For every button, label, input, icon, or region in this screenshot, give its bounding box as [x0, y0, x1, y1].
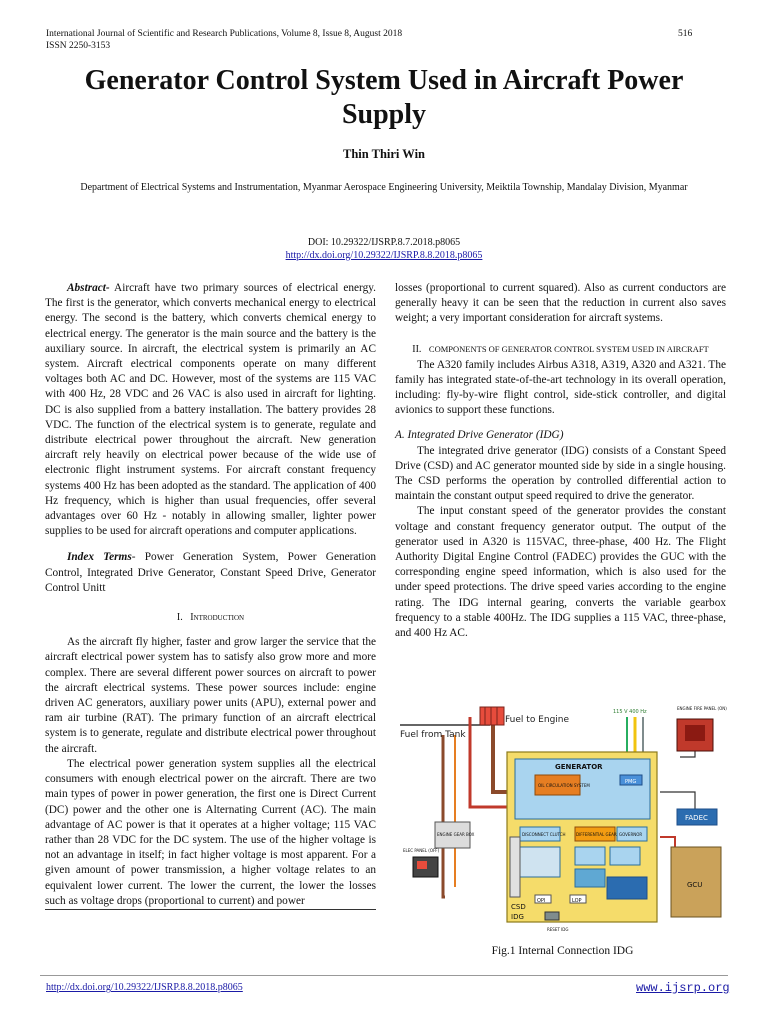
engine-gear-box-label: ENGINE GEAR BOX: [437, 832, 475, 837]
author-name: Thin Thiri Win: [343, 147, 425, 161]
elec-panel-light: [417, 861, 427, 869]
oil-circulation-label: OIL CIRCULATION SYSTEM: [538, 783, 590, 788]
fuel-from-tank-label: Fuel from Tank: [400, 730, 466, 740]
csd-label: CSD: [511, 903, 526, 911]
fixed-unit: [610, 847, 640, 865]
footer-site-link[interactable]: www.ijsrp.org: [636, 981, 730, 995]
subsection-a-heading: A. Integrated Drive Generator (IDG): [395, 429, 564, 442]
idg-figure: [395, 697, 730, 937]
affiliation: Department of Electrical Systems and Instrumentation, Myanmar Aerospace Engineering University, Meiktila Township, Mandalay Division, Myanmar: [80, 182, 688, 193]
voltage-label: 115 V 400 Hz: [613, 709, 647, 715]
governor-label: GOVERNOR: [619, 832, 643, 837]
section-2-paragraph: The A320 family includes Airbus A318, A319, A320 and A321. The family has integrated state-of-the-art technology in its overall operation, including: fly-by-wire flight control, side-stick controller, and digital avionics to support these functions.: [395, 358, 726, 417]
section-1-heading: [45, 610, 376, 625]
disconnect-clutch-label: DISCONNECT CLUTCH: [522, 832, 566, 837]
hydraulic-unit: [575, 869, 605, 887]
footer-rule: [40, 975, 728, 976]
section-1-numeral: I.: [176, 612, 183, 624]
idg-label: IDG: [511, 913, 524, 921]
intro-continued: losses (proportional to current squared). Also as current conductors are generally heavy it can be seen that the reduction in current also saves weight; a very important consideration for aircraft systems.: [395, 282, 726, 325]
right-column: [395, 281, 726, 641]
doi-link[interactable]: http://dx.doi.org/10.29322/IJSRP.8.8.2018.p8065: [285, 250, 483, 261]
doi-block: [0, 236, 768, 262]
engine-fire-panel-label: ENGINE FIRE PANEL (ON): [677, 706, 727, 711]
index-terms-label: Index Terms: [67, 551, 132, 564]
lop-label: LOP: [572, 898, 582, 904]
opi-label: OPI: [537, 898, 546, 904]
reset-label: RESET IDG: [547, 927, 569, 932]
csd-bar: [510, 837, 520, 897]
index-terms: [45, 550, 376, 596]
intro-paragraph-2: The electrical power generation system supplies all the electrical consumers with enough electrical power on the aircraft. There are two main types of power in power generation, the first one is Direct Current (DC) power and the other one is Alternating Current (AC). The main advantage of AC power is that it operates at a higher voltage; 115 VAC rather than 28 VDC for the DC system. The use of the higher voltage is not an advantage in itself; in fact higher voltage is most apparent. For a given amount of power transmission, a higher voltage relates to an equivalent lower current. The lower the current, the lower the losses such as voltage drops (proportional to current) and power: [45, 757, 376, 910]
idg-paragraph-2: The input constant speed of the generator provides the constant voltage and constant frequency generator output. The output of the generator used in A320 is 115VAC, three-phase, 400 Hz. The Flight Authority Digital Engine Control (FADEC) provides the GUC with the corresponding engine speed information, which is also used for the under speed protections. The drive speed varies according to the engine rating. The IDG internal gearing, converts the variable gearbox frequency to a stable 400Hz. The IDG supplies a 115 VAC, three-phase, and 400 Hz AC.: [395, 505, 726, 640]
disconnect-mechanism: [520, 847, 560, 877]
page-number: 516: [678, 29, 693, 39]
fadec-label: FADEC: [685, 814, 708, 822]
abstract-label: Abstract-: [67, 282, 110, 294]
doi-text: DOI: 10.29322/IJSRP.8.7.2018.p8065: [307, 237, 461, 248]
abstract: [45, 281, 376, 539]
fire-handle: [685, 725, 705, 741]
reset-button: [545, 912, 559, 920]
generator-label: GENERATOR: [555, 763, 603, 771]
heat-exchanger: [480, 707, 504, 725]
elec-panel-label: ELEC PANEL (OFF): [403, 848, 440, 853]
intro-paragraph-1: As the aircraft fly higher, faster and grow larger the service that the aircraft electrical power system has to satisfy also grow more and more complex. There are several different power sources on aircraft to power the aircraft electrical systems. These power sources include: engine driven AC generators, auxiliary power units (APU), external power and ram air turbine (RAT). The primary function of an aircraft electrical system is to generate, regulate and distribute electrical power throughout the aircraft.: [45, 636, 376, 755]
section-2-title: COMPONENTS OF GENERATOR CONTROL SYSTEM USED IN AIRCRAFT: [428, 343, 709, 354]
idg-diagram: [395, 697, 730, 937]
footer-doi-link[interactable]: http://dx.doi.org/10.29322/IJSRP.8.8.2018.p8065: [46, 982, 243, 993]
fuel-to-engine-label: Fuel to Engine: [505, 715, 570, 725]
section-2-numeral: II.: [412, 343, 422, 355]
left-column: [45, 281, 376, 910]
mechanical-unit: [607, 877, 647, 899]
abstract-text: Aircraft have two primary sources of electrical energy. The first is the generator, which converts mechanical energy to electrical energy. The second is the battery, which converts chemical energy to electrical energy. The generator is the main source and the battery is the auxiliary source. In aircraft, the electrical system is primarily an AC system. Aircraft electrical components operate on many different voltages both AC and DC. However, most of the systems are 115 VAC with 400 Hz, 28 VDC and 26 VAC is also used in aircraft for lighting. DC is also supplied from a battery installation. The battery provides 28 VDC. The function of the electrical system is to generate, regulate and distribute electrical power throughout the aircraft. New generation aircraft rely heavily on electrical power because of the wide use of electronic flight instrument systems. For aircraft constant frequency systems 400 Hz has been adopted as the standard. The application of 400 Hz frequency, which is higher than usual frequencies, offer several advantages over 60 Hz - notably in allowing smaller, lighter power supplies to be used for aircraft operations and computer applications.: [45, 282, 376, 538]
paper-title: Generator Control System Used in Aircraft Power Supply: [84, 65, 684, 130]
idg-paragraph-1: The integrated drive generator (IDG) consists of a Constant Speed Drive (CSD) and AC generator mounted side by side in a single housing. The CSD performs the operation by controlled differential action to maintain the constant output speed required to drive the generator.: [395, 444, 726, 503]
section-2-heading: [395, 341, 726, 358]
variable-unit: [575, 847, 605, 865]
issn: ISSN 2250-3153: [46, 41, 111, 51]
differential-label: DIFFERENTIAL GEAR: [576, 832, 617, 837]
figure-caption: Fig.1 Internal Connection IDG: [491, 945, 634, 957]
index-terms-text: - Power Generation System, Power Generation Control, Integrated Drive Generator, Constant Speed Drive, Generator Control Unitt: [45, 551, 376, 594]
section-1-title: Introduction: [190, 612, 245, 624]
gcu-label: GCU: [687, 881, 703, 889]
pmg-label: PMG: [625, 779, 637, 785]
journal-header: International Journal of Scientific and Research Publications, Volume 8, Issue 8, August 2018: [46, 29, 403, 39]
